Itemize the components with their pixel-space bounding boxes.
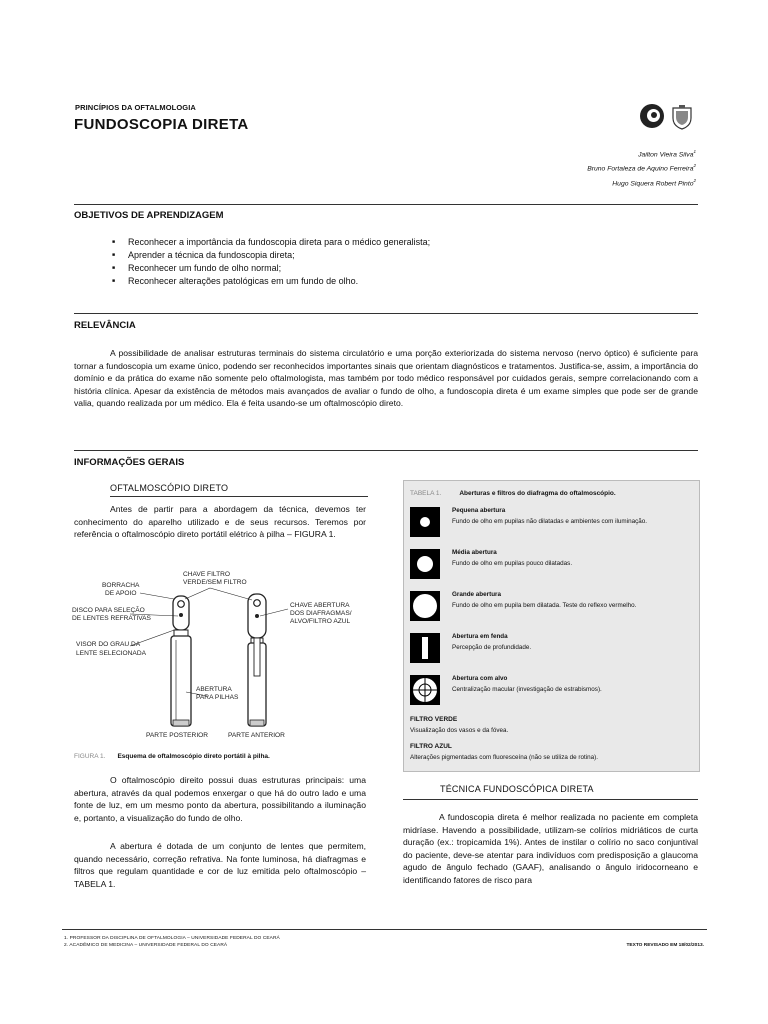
filter-name: FILTRO AZUL bbox=[410, 743, 452, 750]
label-abertura-pilhas: PARA PILHAS bbox=[196, 694, 239, 701]
filter-desc: Visualização dos vasos e da fóvea. bbox=[410, 727, 509, 734]
paragraph: A abertura é dotada de um conjunto de lentes que permitem, quando necessário, correção refrativa. Na fonte luminosa, há diafragmas e filtros que regulam quantidade e cor de luz emitida pelo oftalmoscópio – TABELA 1. bbox=[74, 841, 366, 889]
objectives-list bbox=[112, 236, 430, 288]
divider bbox=[74, 204, 698, 205]
section-heading-relevancia: RELEVÂNCIA bbox=[74, 320, 136, 331]
divider bbox=[403, 799, 698, 800]
label-chave-abertura: DOS DIAFRAGMAS/ bbox=[290, 610, 352, 617]
series-title: PRINCÍPIOS DA OFTALMOLOGIA bbox=[75, 103, 196, 112]
posterior-device bbox=[171, 596, 191, 726]
university-crest-icon bbox=[670, 104, 694, 130]
eye-logo-icon bbox=[640, 104, 664, 128]
list-item: ■ Reconhecer alterações patológicas em um fundo de olho. bbox=[112, 275, 430, 288]
label-parte-posterior: PARTE POSTERIOR bbox=[146, 732, 209, 739]
author: Bruno Fortaleza de Aquino Ferreira$^2$ bbox=[587, 163, 696, 173]
section-heading-objetivos: OBJETIVOS DE APRENDIZAGEM bbox=[74, 210, 224, 221]
paragraph: Antes de partir para a abordagem da técnica, devemos ter conhecimento do aparelho utilizado e de seus recursos. Teremos por referência o oftalmoscópio direto portátil elétrico à pilha – FIGURA 1. bbox=[74, 504, 366, 540]
label-disco: DE LENTES REFRATIVAS bbox=[72, 615, 151, 622]
relevance-paragraph: A possibilidade de analisar estruturas terminais do sistema circulatório e uma porção exteriorizada do sistema nervoso (nervo óptico) é suficiente para tornar a fundoscopia um exame único, podendo ser reconhecidos importantes sinais que orientam diagnósticos e tratamentos. Justifica-se, assim, a importância do domínio e da prática do exame não somente pelo oftalmologista, mas também por todo médico responsável por cuidados gerais, sempre correlacionando com a história clínica. Apesar da existência de métodos mais avançados de avaliar o fundo de olho, a fundoscopia direta é um exame simples que pode ser de grande valia, quando realizada por um médico. Ela é feita usando-se um oftalmoscópio direto. bbox=[74, 348, 698, 409]
authors bbox=[587, 146, 696, 189]
label-chave-filtro: VERDE/SEM FILTRO bbox=[183, 579, 247, 586]
section-heading-informacoes: INFORMAÇÕES GERAIS bbox=[74, 457, 185, 468]
author: Jailton Vieira Silva$^1$ bbox=[638, 149, 696, 159]
footer-divider bbox=[62, 929, 707, 930]
label-abertura-pilhas: ABERTURA bbox=[196, 686, 232, 693]
label-chave-abertura: ALVO/FILTRO AZUL bbox=[290, 618, 351, 625]
list-item: ■ Aprender a técnica da fundoscopia direta; bbox=[112, 249, 430, 262]
list-item: ■ Reconhecer um fundo de olho normal; bbox=[112, 262, 430, 275]
label-visor: VISOR DO GRAU DA bbox=[76, 641, 141, 648]
divider bbox=[74, 313, 698, 314]
label-parte-anterior: PARTE ANTERIOR bbox=[228, 732, 285, 739]
label-chave-abertura: CHAVE ABERTURA bbox=[290, 602, 350, 609]
author: Hugo Siquera Robert Pinto$^2$ bbox=[612, 177, 696, 187]
medium-aperture-icon bbox=[410, 549, 440, 579]
page-title: FUNDOSCOPIA DIRETA bbox=[74, 116, 249, 133]
small-aperture-icon bbox=[410, 507, 440, 537]
label-disco: DISCO PARA SELEÇÃO bbox=[72, 607, 145, 614]
table-caption: TABELA 1. Aberturas e filtros do diafragma do oftalmoscópio. bbox=[410, 490, 616, 497]
subheading-oftalmoscopio: OFTALMOSCÓPIO DIRETO bbox=[110, 483, 229, 493]
figure-caption: FIGURA 1. Esquema de oftalmoscópio direto portátil à pilha. bbox=[74, 753, 270, 760]
anterior-device bbox=[248, 594, 266, 726]
filter-name: FILTRO VERDE bbox=[410, 716, 458, 723]
footnote: 2. ACADÊMICO DE MEDICINA – UNIVERSIDADE FEDERAL DO CEARÁ bbox=[64, 943, 228, 948]
target-aperture-icon bbox=[410, 675, 440, 705]
slit-aperture-icon bbox=[410, 633, 440, 663]
ophthalmoscope-figure bbox=[70, 566, 368, 742]
subheading-tecnica: TÉCNICA FUNDOSCÓPICA DIRETA bbox=[440, 784, 594, 794]
paragraph: O oftalmoscópio direito possui duas estruturas principais: uma abertura, através da qual podemos enxergar o que há do outro lado e uma fonte de luz, em um mesmo ponto da abertura, possibilitando a iluminação e, portanto, a visualização do fundo de olho. bbox=[74, 775, 366, 823]
filter-desc: Alterações pigmentadas com fluoresceína (não se utiliza de rotina). bbox=[410, 754, 598, 761]
paragraph: A fundoscopia direta é melhor realizada no paciente em completa midríase. Havendo a possibilidade, utilizam-se colírios midriáticos de curta duração (ex.: tropicamida 1%). Antes de instilar o colírio no saco conjuntival do paciente, deve-se atentar para indivíduos com predisposição a glaucoma agudo de ângulo fechado (GAAF), analisando o ângulo iridocorneano e identificando fatores de risco para bbox=[403, 812, 698, 885]
divider bbox=[110, 496, 368, 497]
aperture-table: TABELA 1. Aberturas e filtros do diafragma do oftalmoscópio. Pequena abertura Fundo de olho em pupilas não dilatadas e ambientes com iluminação. Média abertura Fundo de olho em pupilas pouco dilatadas. Grande abertura Fundo de olho em pupila bem dilatada. Teste do reflexo vermelho. Abertura em fenda Percepção de profundidade. Abertura com alvo Centralização macular (investigação de estrabismos). FILTRO VERDE Visualização dos vasos e da fóvea. FILTRO AZUL Alterações pigmentadas com fluoresceína (não se utiliza de rotina). bbox=[403, 480, 700, 772]
list-item: ■ Reconhecer a importância da fundoscopia direta para o médico generalista; bbox=[112, 236, 430, 249]
revision-date: TEXTO REVISADO EM 18/02/2013. bbox=[626, 943, 704, 948]
label-visor: LENTE SELECIONADA bbox=[76, 650, 146, 657]
large-aperture-icon bbox=[410, 591, 440, 621]
label-borracha: DE APOIO bbox=[105, 590, 137, 597]
footnote: 1. PROFESSOR DA DISCIPLINA DE OFTALMOLOGIA – UNIVERSIDADE FEDERAL DO CEARÁ bbox=[64, 936, 280, 941]
label-chave-filtro: CHAVE FILTRO bbox=[183, 571, 231, 578]
label-borracha: BORRACHA bbox=[102, 582, 140, 589]
divider bbox=[74, 450, 698, 451]
